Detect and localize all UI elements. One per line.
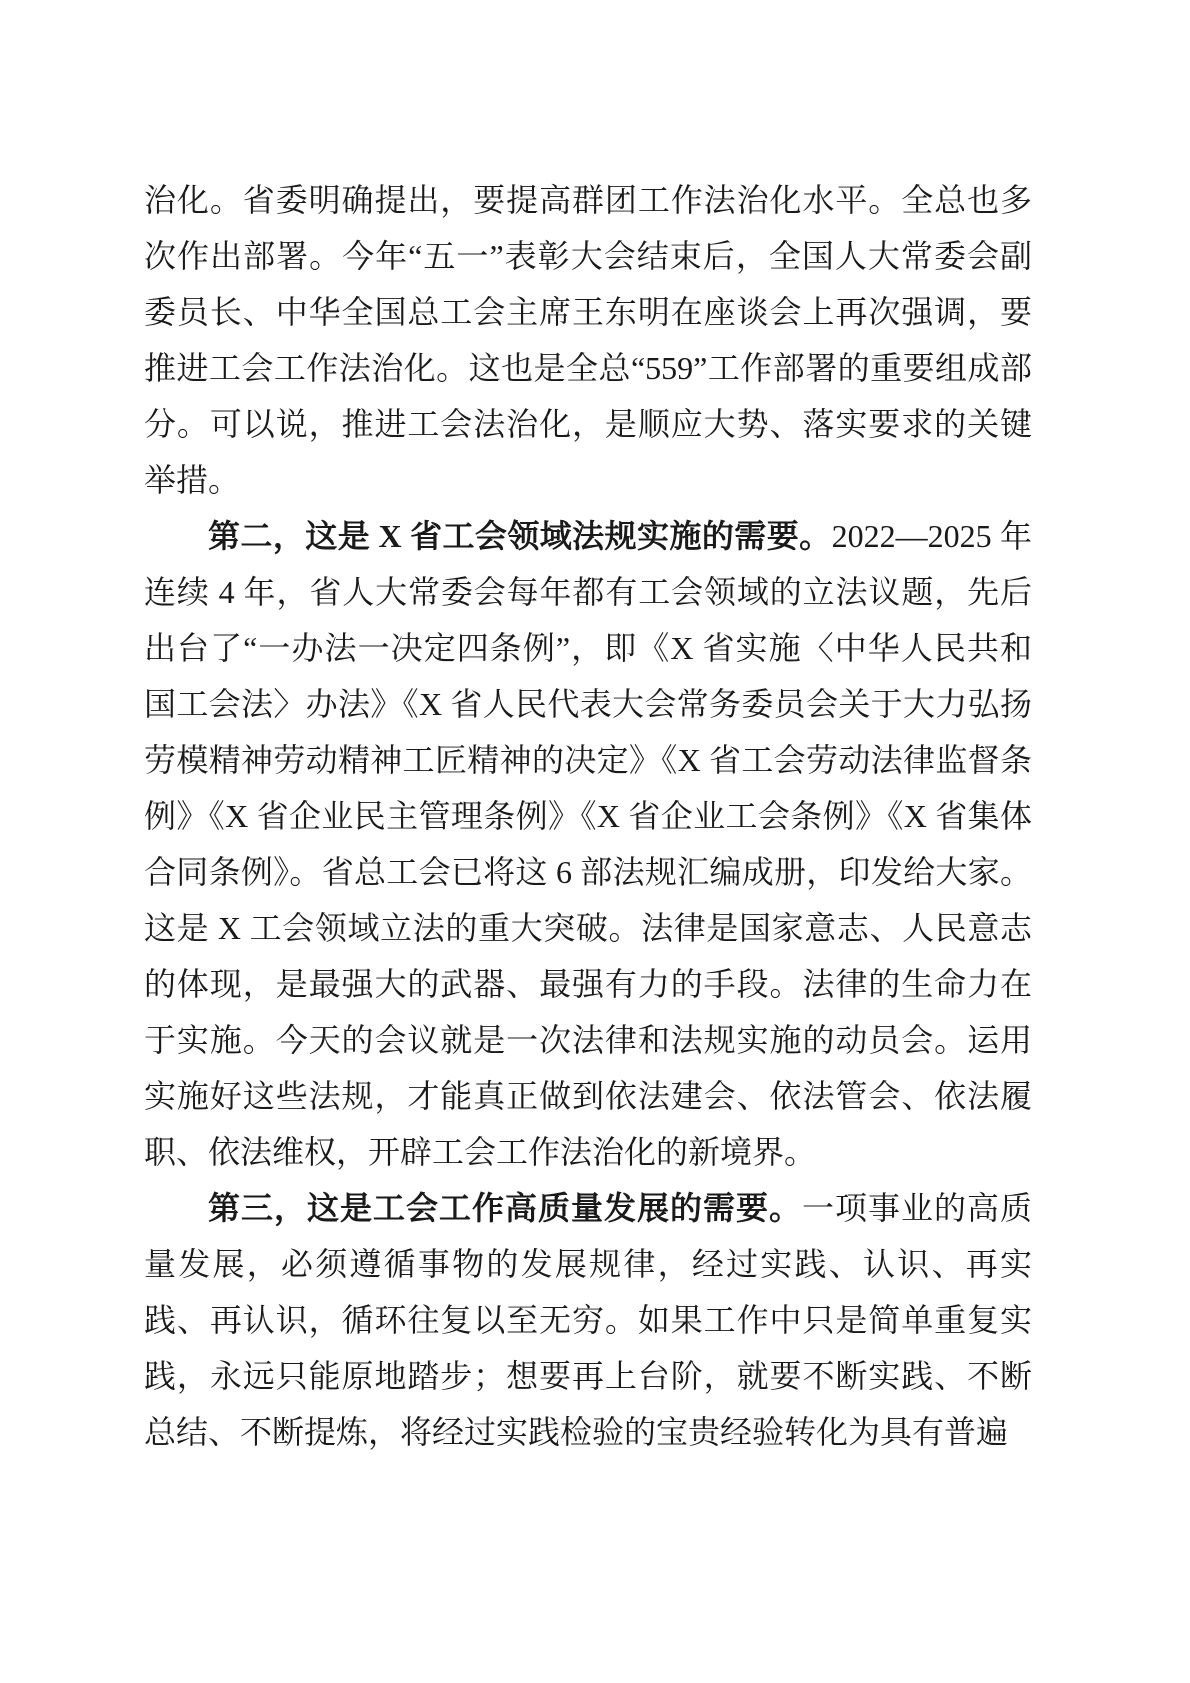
document-body bbox=[144, 172, 1032, 1460]
paragraph-text: 一项事业的高质量发展，必须遵循事物的发展规律，经过实践、认识、再实践、再认识，循环往复以至无穷。如果工作中只是简单重复实践，永远只能原地踏步；想要再上台阶，就要不断实践、不断总结、不断提炼，将经过实践检验的宝贵经验转化为具有普遍 bbox=[144, 1190, 1032, 1450]
paragraph-continuation bbox=[144, 172, 1032, 508]
paragraph-second-point bbox=[144, 508, 1032, 1180]
paragraph-text: 2022—2025 年连续 4 年，省人大常委会每年都有工会领域的立法议题，先后出台了“一办法一决定四条例”，即《X 省实施〈中华人民共和国工会法〉办法》《X 省人民代表大会常务委员会关于大力弘扬劳模精神劳动精神工匠精神的决定》《X 省工会劳动法律监督条例》《X 省企业民主管理条例》《X 省企业工会条例》《X 省集体合同条例》。省总工会已将这 6 部法规汇编成册，印发给大家。这是 X 工会领域立法的重大突破。法律是国家意志、人民意志的体现，是最强大的武器、最强有力的手段。法律的生命力在于实施。今天的会议就是一次法律和法规实施的动员会。运用实施好这些法规，才能真正做到依法建会、依法管会、依法履职、依法维权，开辟工会工作法治化的新境界。 bbox=[144, 518, 1032, 1170]
paragraph-lead-bold: 第三，这是工会工作高质量发展的需要。 bbox=[208, 1190, 802, 1226]
paragraph-text: 治化。省委明确提出，要提高群团工作法治化水平。全总也多次作出部署。今年“五一”表彰大会结束后，全国人大常委会副委员长、中华全国总工会主席王东明在座谈会上再次强调，要推进工会工作法治化。这也是全总“559”工作部署的重要组成部分。可以说，推进工会法治化，是顺应大势、落实要求的关键举措。 bbox=[144, 182, 1032, 498]
paragraph-lead-bold: 第二，这是 X 省工会领域法规实施的需要。 bbox=[208, 518, 832, 554]
paragraph-third-point bbox=[144, 1180, 1032, 1460]
